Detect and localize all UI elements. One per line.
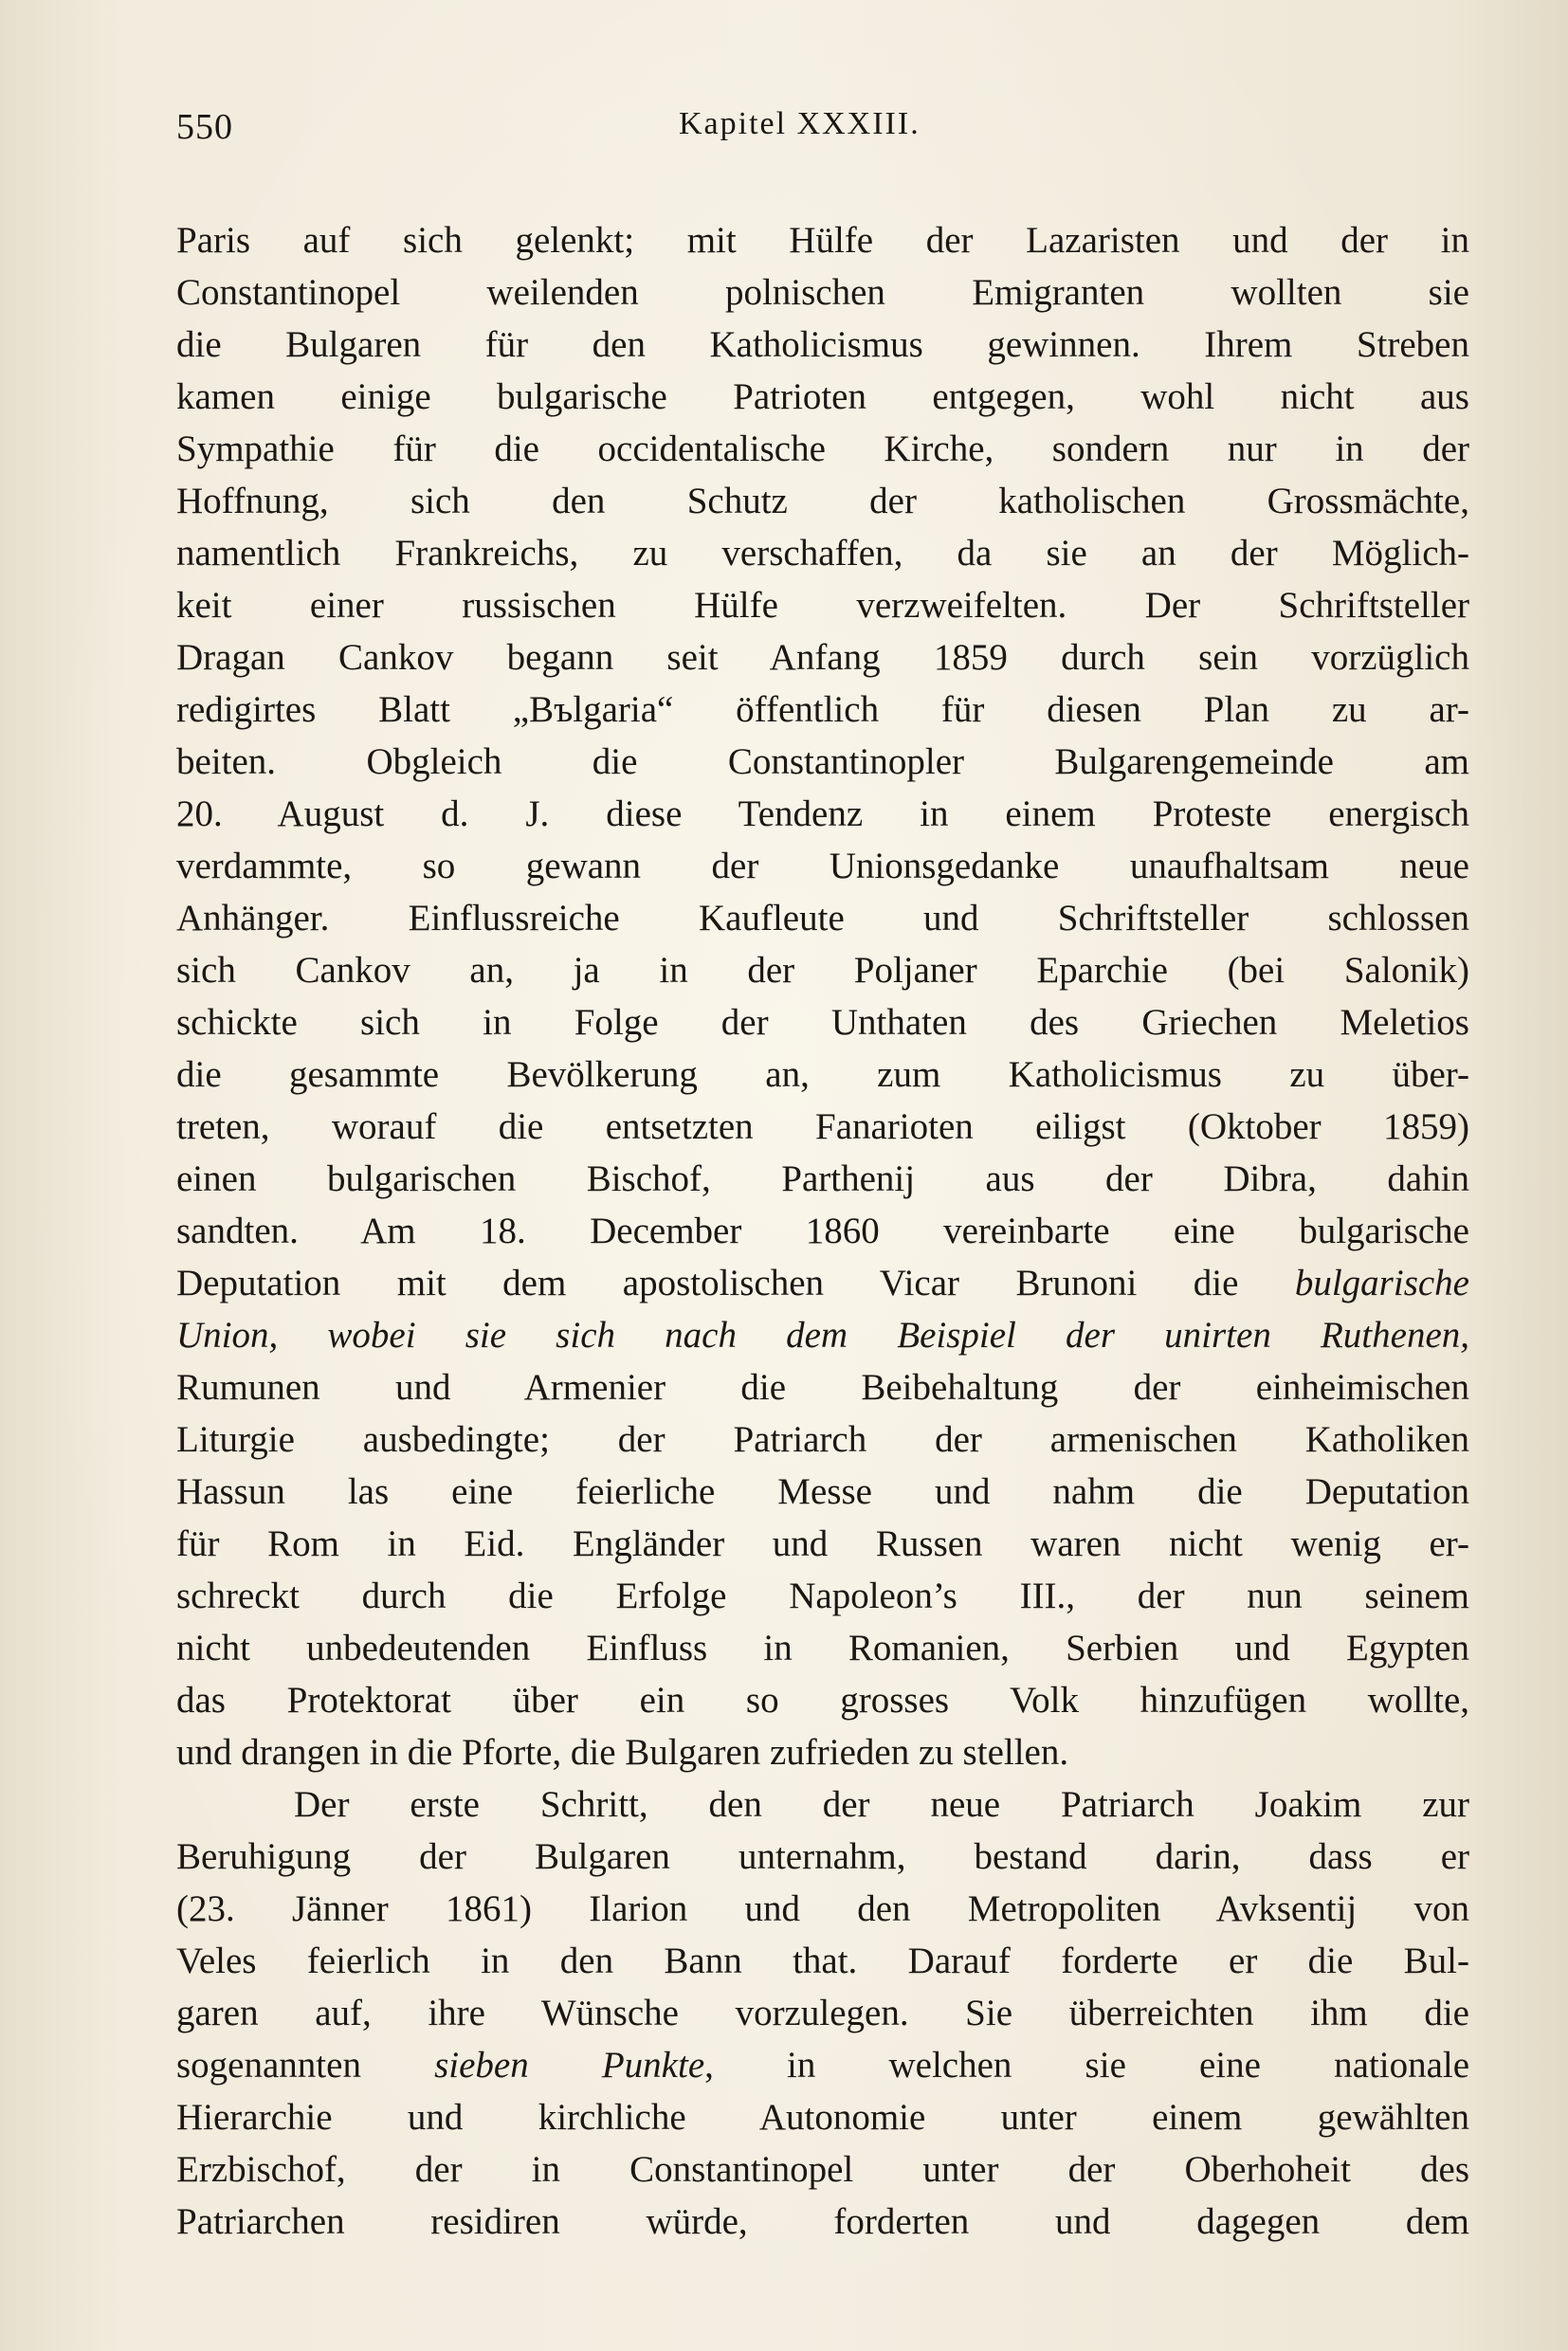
text-line: beiten. Obgleich die Constantinopler Bulgarengemeinde am	[176, 741, 1469, 782]
text-run: sogenannten	[176, 2045, 361, 2086]
text-line: sandten. Am 18. December 1860 vereinbarte eine bulgarische	[176, 1211, 1469, 1251]
text-line: keit einer russischen Hülfe verzweifelten. Der Schriftsteller	[176, 585, 1469, 626]
chapter-title: Kapitel XXXIII.	[679, 106, 921, 141]
text-line: redigirtes Blatt „Bъlgaria“ öffentlich für diesen Plan zu ar-	[176, 689, 1469, 730]
text-line: Erzbischof, der in Constantinopel unter der Oberhoheit des	[176, 2149, 1469, 2190]
text-line: Dragan Cankov begann seit Anfang 1859 durch sein vorzüglich	[176, 637, 1469, 678]
text-line: Constantinopel weilenden polnischen Emigranten wollten sie	[176, 272, 1469, 313]
text-line: namentlich Frankreichs, zu verschaffen, da sie an der Möglich-	[176, 533, 1469, 574]
running-head	[176, 106, 1469, 157]
text-line: schickte sich in Folge der Unthaten des Griechen Meletios	[176, 1002, 1469, 1043]
text-line: die gesammte Bevölkerung an, zum Katholicismus zu über-	[176, 1054, 1469, 1095]
text-line	[176, 1309, 1469, 1361]
text-line: Veles feierlich in den Bann that. Darauf forderte er die Bul-	[176, 1941, 1469, 1981]
italic-term: sieben Punkte	[434, 2045, 705, 2086]
text-line: Patriarchen residiren würde, forderten und dagegen dem	[176, 2201, 1469, 2242]
text-line-with-italic	[176, 2039, 1469, 2091]
text-line: (23. Jänner 1861) Ilarion und den Metropoliten Avksentij von	[176, 1888, 1469, 1929]
text-line: Anhänger. Einflussreiche Kaufleute und Schriftsteller schlossen	[176, 898, 1469, 939]
text-line: Hoffnung, sich den Schutz der katholischen Grossmächte,	[176, 481, 1469, 521]
italic-term: Union, wobei sie sich nach dem Beispiel der unirten Ruthenen,	[176, 1315, 1469, 1356]
text-line: für Rom in Eid. Engländer und Russen waren nicht wenig er-	[176, 1523, 1469, 1564]
text-line: sich Cankov an, ja in der Poljaner Eparchie (bei Salonik)	[176, 950, 1469, 991]
text-line: treten, worauf die entsetzten Fanarioten eiligst (Oktober 1859)	[176, 1106, 1469, 1147]
text-line: Hierarchie und kirchliche Autonomie unter einem gewählten	[176, 2097, 1469, 2138]
text-line: Liturgie ausbedingte; der Patriarch der armenischen Katholiken	[176, 1419, 1469, 1460]
text-line: schreckt durch die Erfolge Napoleon’s III., der nun seinem	[176, 1576, 1469, 1616]
comma: ,	[704, 2045, 714, 2086]
text-run: Deputation mit dem apostolischen Vicar Brunoni die	[176, 1263, 1239, 1303]
paragraph-first-line: Der erste Schritt, den der neue Patriarch Joakim zur	[294, 1784, 1469, 1825]
text-line: das Protektorat über ein so grosses Volk hinzufügen wollte,	[176, 1680, 1469, 1721]
text-line: Paris auf sich gelenkt; mit Hülfe der Lazaristen und der in	[176, 220, 1469, 261]
text-line: und drangen in die Pforte, die Bulgaren zufrieden zu stellen.	[176, 1732, 1069, 1773]
text-run: in welchen sie eine nationale	[787, 2045, 1469, 2086]
text-line-with-italic	[176, 1257, 1469, 1309]
text-line: Rumunen und Armenier die Beibehaltung der einheimischen	[176, 1367, 1469, 1408]
text-line: garen auf, ihre Wünsche vorzulegen. Sie überreichten ihm die	[176, 1993, 1469, 2033]
text-line: nicht unbedeutenden Einfluss in Romanien, Serbien und Egypten	[176, 1628, 1469, 1668]
text-line: 20. August d. J. diese Tendenz in einem Proteste energisch	[176, 793, 1469, 834]
text-line: Beruhigung der Bulgaren unternahm, bestand darin, dass er	[176, 1836, 1469, 1877]
text-line: Hassun las eine feierliche Messe und nahm die Deputation	[176, 1471, 1469, 1512]
text-line: verdammte, so gewann der Unionsgedanke unaufhaltsam neue	[176, 846, 1469, 886]
text-line: die Bulgaren für den Katholicismus gewinnen. Ihrem Streben	[176, 324, 1469, 365]
body-text	[176, 214, 1469, 2248]
page-number: 550	[176, 107, 233, 147]
text-line: einen bulgarischen Bischof, Parthenij aus der Dibra, dahin	[176, 1158, 1469, 1199]
text-line: Sympathie für die occidentalische Kirche, sondern nur in der	[176, 428, 1469, 469]
italic-term: bulgarische	[1294, 1263, 1469, 1303]
text-line: kamen einige bulgarische Patrioten entgegen, wohl nicht aus	[176, 376, 1469, 417]
